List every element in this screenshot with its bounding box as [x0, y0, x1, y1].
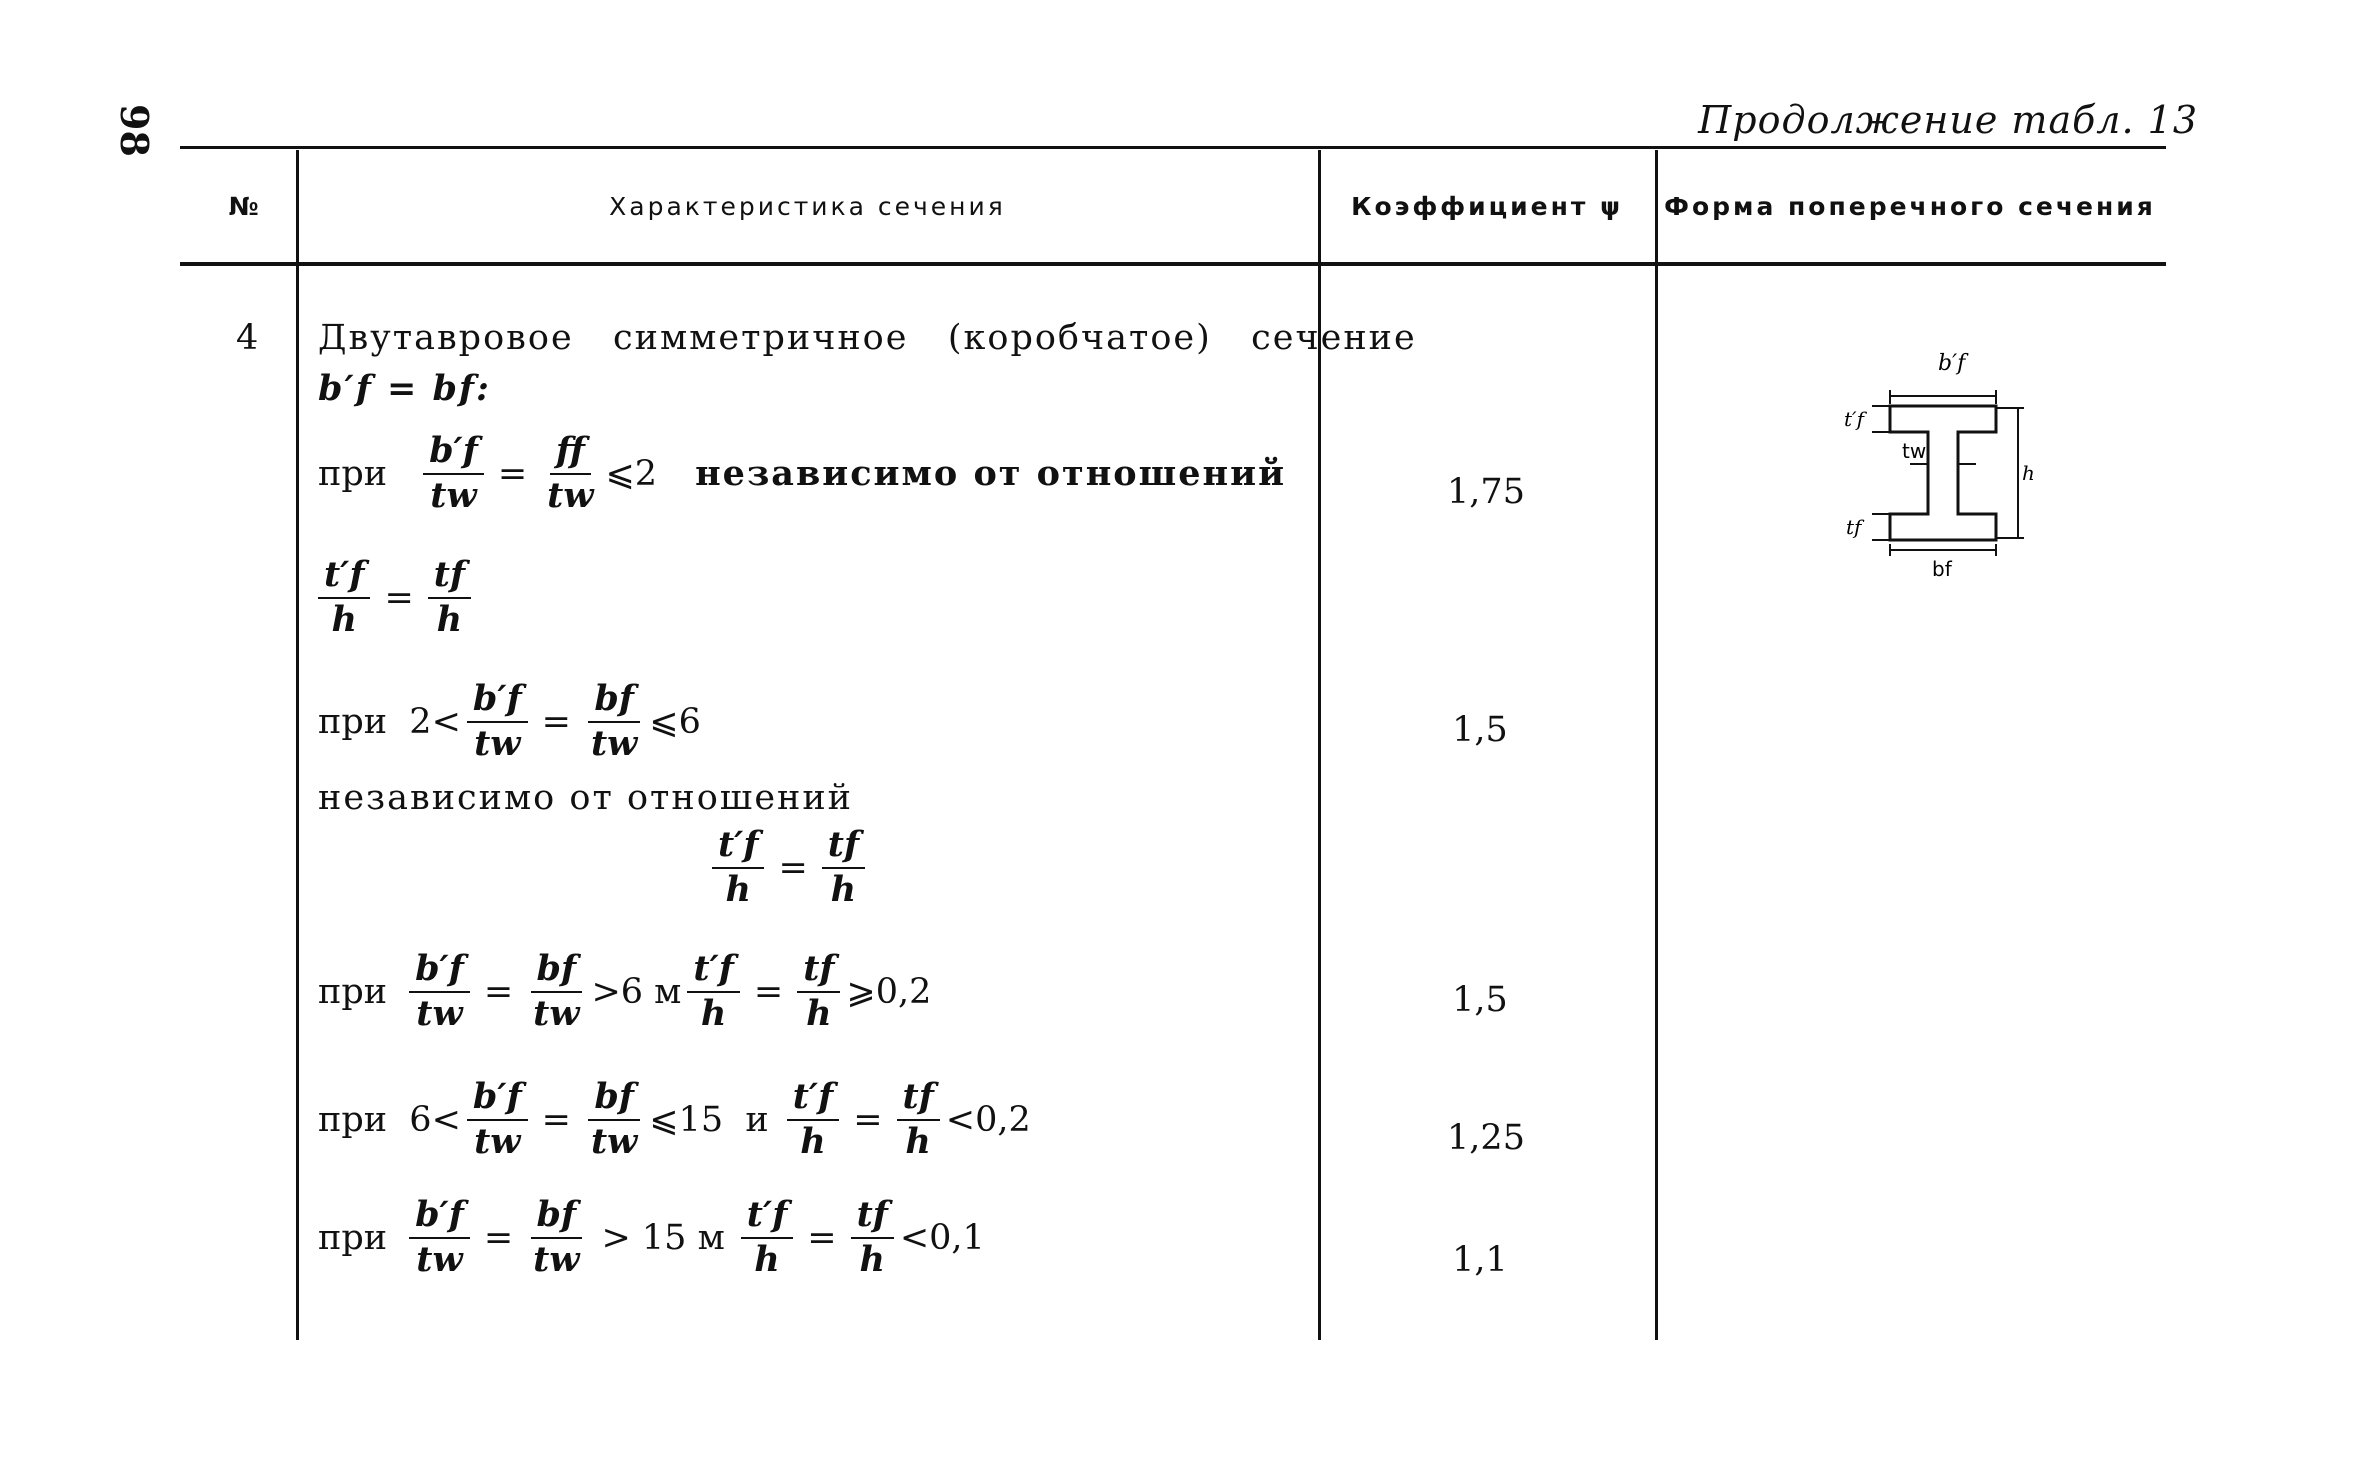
- fraction: $\frac{tf}{h}$: [822, 826, 865, 909]
- label-h: h: [2022, 461, 2035, 485]
- fraction: $\frac{bf}{tw}$: [585, 1078, 643, 1161]
- condition-1-ratio: $\frac{t'f}{h}$ = $\frac{tf}{h}$: [312, 556, 477, 639]
- fraction: $\frac{t'f}{h}$: [712, 826, 764, 909]
- coefficient-5: 1,1: [1452, 1240, 1508, 1280]
- c5-compare: <0,1: [899, 1217, 985, 1258]
- fraction: $\frac{t'f}{h}$: [787, 1078, 839, 1161]
- section-title-formula: b′f = bf:: [318, 368, 491, 409]
- header-characteristic: Характеристика сечения: [609, 192, 1006, 221]
- header-shape: Форма поперечного сечения: [1664, 192, 2156, 221]
- fraction: $\frac{b'f}{tw}$: [409, 950, 470, 1033]
- label-tf-bottom: tf: [1846, 515, 1862, 539]
- fraction: $\frac{b'f}{tw}$: [467, 680, 528, 763]
- c3-prefix: при: [318, 971, 388, 1012]
- fraction: $\frac{t'f}{h}$: [687, 950, 739, 1033]
- c5-mid: > 15 м: [601, 1217, 725, 1258]
- fraction: $\frac{t'f}{h}$: [318, 556, 370, 639]
- fraction: $\frac{bf}{tw}$: [527, 1196, 585, 1279]
- condition-3: при $\frac{b'f}{tw}$ = $\frac{bf}{tw}$ >6 м $\frac{t'f}{h}$ = $\frac{tf}{h}$ ⩾0,2: [318, 948, 932, 1034]
- c3-compare: ⩾0,2: [846, 971, 932, 1012]
- coefficient-4: 1,25: [1447, 1118, 1525, 1158]
- i-beam-outline: [1890, 406, 1996, 540]
- label-tw: tw: [1902, 439, 1927, 463]
- c2-text: независимо от отношений: [318, 778, 854, 818]
- label-tf-top: t′f: [1844, 407, 1864, 431]
- fraction: $\frac{bf}{tw}$: [527, 950, 585, 1033]
- fraction: $\frac{tf}{h}$: [851, 1196, 894, 1279]
- condition-1: при $\frac{b'f}{tw}$ = $\frac{ff}{tw}$ ⩽2 независимо от отношений: [318, 430, 1287, 516]
- section-title: Двутавровое симметричное (коробчатое) сечение: [318, 318, 1417, 358]
- c1-text: независимо от отношений: [695, 453, 1287, 494]
- table-continuation-title: Продолжение табл. 13: [1698, 98, 2198, 142]
- fraction: $\frac{b'f}{tw}$: [423, 432, 484, 515]
- coefficient-3: 1,5: [1452, 980, 1508, 1020]
- fraction: $\frac{tf}{h}$: [897, 1078, 940, 1161]
- condition-4: при 6< $\frac{b'f}{tw}$ = $\frac{bf}{tw}$ ⩽15 и $\frac{t'f}{h}$ = $\frac{tf}{h}$ <0,2: [318, 1076, 1031, 1162]
- col-divider-1: [296, 150, 299, 1340]
- dimension-lines: [1872, 390, 2024, 556]
- c3-mid: >6 м: [591, 971, 682, 1012]
- fraction: $\frac{t'f}{h}$: [741, 1196, 793, 1279]
- c4-compare: <0,2: [945, 1099, 1031, 1140]
- c5-prefix: при: [318, 1217, 388, 1258]
- c2-prefix: при 2<: [318, 701, 461, 742]
- col-divider-3: [1655, 150, 1658, 1340]
- fraction: $\frac{ff}{tw}$: [547, 430, 594, 516]
- table-top-rule: [180, 146, 2166, 149]
- c2-compare: ⩽6: [649, 701, 701, 742]
- c1-prefix: при: [318, 453, 388, 494]
- fraction: $\frac{tf}{h}$: [428, 556, 471, 639]
- row-number: 4: [236, 318, 261, 358]
- fraction: $\frac{b'f}{tw}$: [467, 1078, 528, 1161]
- page-number: 98: [111, 104, 157, 157]
- i-beam-cross-section-diagram: [1820, 340, 2060, 590]
- fraction: $\frac{tf}{h}$: [797, 950, 840, 1033]
- c1-compare: ⩽2: [605, 453, 658, 494]
- c4-prefix: при 6<: [318, 1099, 461, 1140]
- fraction: $\frac{bf}{tw}$: [585, 680, 643, 763]
- label-bf-bottom: bf: [1932, 557, 1952, 581]
- coefficient-2: 1,5: [1452, 710, 1508, 750]
- label-bf-top: b′f: [1938, 351, 1966, 376]
- c4-mid: ⩽15 и: [649, 1099, 769, 1140]
- condition-2-ratio: $\frac{t'f}{h}$ = $\frac{tf}{h}$: [706, 826, 871, 909]
- header-coefficient: Коэффициент ψ: [1351, 192, 1623, 221]
- condition-5: при $\frac{b'f}{tw}$ = $\frac{bf}{tw}$ > 15 м $\frac{t'f}{h}$ = $\frac{tf}{h}$ <0,1: [318, 1194, 985, 1280]
- fraction: $\frac{b'f}{tw}$: [409, 1196, 470, 1279]
- header-num: №: [228, 192, 262, 221]
- coefficient-1: 1,75: [1447, 472, 1525, 512]
- header-bottom-rule: [180, 262, 2166, 266]
- condition-2: при 2< $\frac{b'f}{tw}$ = $\frac{bf}{tw}$ ⩽6: [318, 678, 701, 764]
